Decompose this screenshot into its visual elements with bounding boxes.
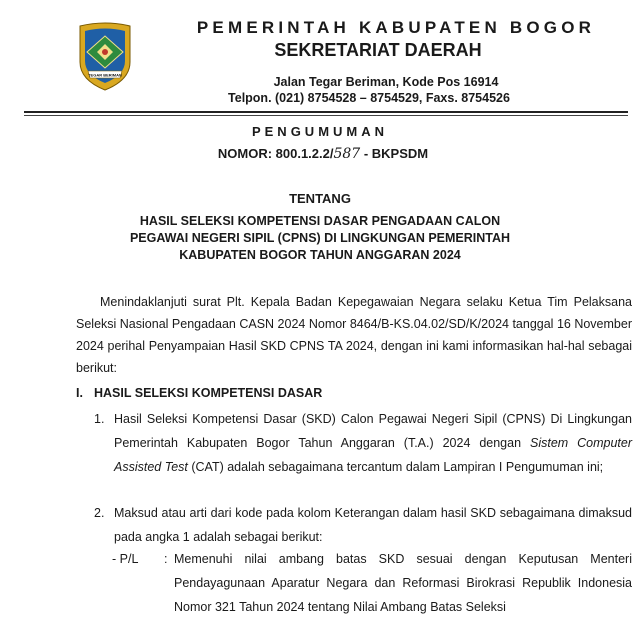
section-heading [76,386,632,400]
list-item-number: 2. [94,506,105,520]
code-label [112,547,166,571]
section-number: I. [76,386,83,400]
svg-text:TEGAR BERIMAN: TEGAR BERIMAN [88,72,122,78]
list-item [94,501,632,549]
announcement-label: PENGUMUMAN [251,124,389,139]
letterhead-subtitle: SEKRETARIAT DAERAH [274,40,482,60]
subject-line: KABUPATEN BOGOR TAHUN ANGGARAN 2024 [179,248,461,262]
bogor-regency-emblem-icon [74,22,136,92]
list-item-text [114,407,632,479]
subject-title [100,213,540,264]
list-item-number: 1. [94,412,105,426]
item1-text-part2: (CAT) adalah sebagaimana tercantum dalam Lampiran I Pengumuman ini; [187,460,604,474]
about-heading: TENTANG [289,191,351,206]
subject-line: PEGAWAI NEGERI SIPIL (CPNS) DI LINGKUNGAN PEMERINTAH [129,231,511,245]
item1-italic-term: Sistem Computer Assisted Test [114,436,633,474]
code-definition-pl [112,547,632,619]
number-suffix: - BKPSDM [360,146,429,161]
code-definition-text: Memenuhi nilai ambang batas SKD sesuai dengan Keputusan Menteri Pendayagunaan Aparatur Negara dan Reformasi Birokrasi Republik Indonesia Nomor 321 Tahun 2024 tentang Nilai Ambang Batas Seleksi [174,552,632,614]
letterhead-address: Jalan Tegar Beriman, Kode Pos 16914 [273,75,499,89]
code-separator: : [164,552,168,566]
letterhead-rule-thin [24,115,628,116]
letterhead-rule-thick [24,111,628,113]
intro-paragraph [76,291,632,379]
subject-line: HASIL SELEKSI KOMPETENSI DASAR PENGADAAN CALON [139,214,501,228]
section-title: HASIL SELEKSI KOMPETENSI DASAR [94,386,323,400]
number-prefix: NOMOR: 800.1.2.2/ [217,146,334,161]
list-item [94,407,632,479]
number-handwritten: 587 [333,146,361,162]
letterhead-phone: Telpon. (021) 8754528 – 8754529, Faxs. 8754526 [228,91,510,105]
letterhead-title: PEMERINTAH KABUPATEN BOGOR [196,18,596,37]
item1-text-part1: Hasil Seleksi Kompetensi Dasar (SKD) Calon Pegawai Negeri Sipil (CPNS) Di Lingkungan Pemerintah Kabupaten Bogor Tahun Anggaran (T.A.) 2024 dengan [114,412,632,450]
intro-text: Menindaklanjuti surat Plt. Kepala Badan Kepegawaian Negara selaku Ketua Tim Pelaksana Seleksi Nasional Pengadaan CASN 2024 Nomor 8464/B-KS.04.02/SD/K/2024 tanggal 16 November 2024 perihal Penyampaian Hasil SKD CPNS TA 2024, dengan ini kami informasikan hal-hal sebagai berikut: [76,295,632,375]
announcement-number [188,146,458,162]
list-item-text: Maksud atau arti dari kode pada kolom Keterangan dalam hasil SKD sebagaimana dimaksud pada angka 1 adalah sebagai berikut: [114,506,632,544]
code-label-text: - P/L [112,552,139,566]
